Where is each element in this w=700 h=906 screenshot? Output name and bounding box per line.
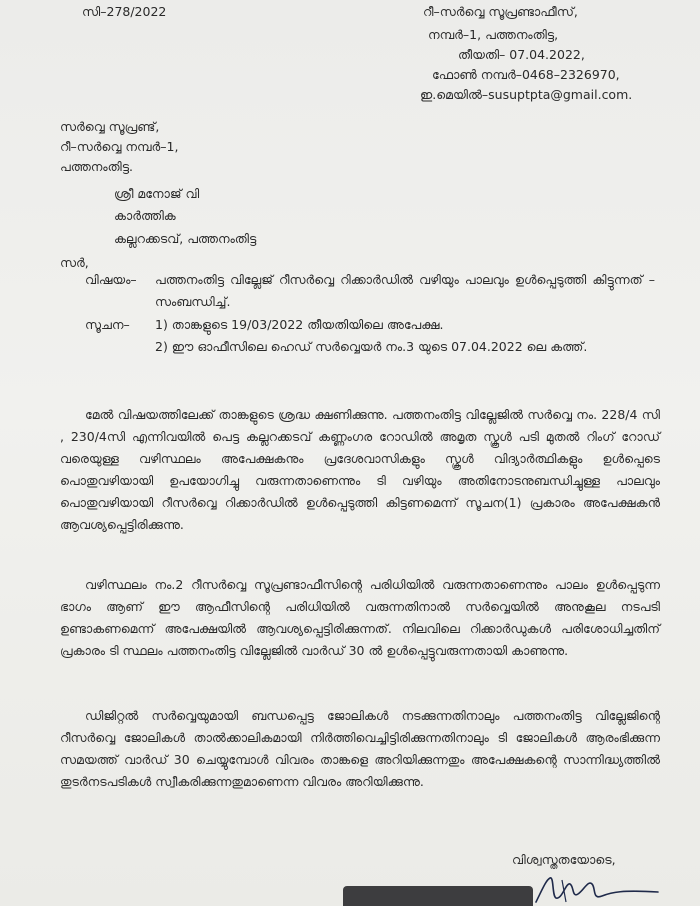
reference-item-1: 1) താങ്കളുടെ 19/03/2022 തീയതിയിലെ അപേക്ഷ. [155,317,444,332]
body-paragraph-3: ഡിജിറ്റൽ സർവ്വെയുമായി ബന്ധപ്പെട്ട ജോലികൾ നടക്കുന്നതിനാലും പത്തനംതിട്ട വില്ലേജിന്റെ റീസർവ്വെ ജോലികൾ താൽക്കാലികമായി നിർത്തിവെച്ചിട്ടിരിക്കുന്നതിനാലും ടി ജോലികൾ ആരംഭിക്കുന്ന സമയത്ത് വാർഡ് 30 ചെയ്യുമ്പോൾ വിവരം താങ്കളെ അറിയിക്കുന്നതും അപേക്ഷകന്റെ സാന്നിദ്ധ്യത്തിൽ തുടർനടപടികൾ സ്വീകരിക്കുന്നതുമാണെന്ന വിവരം അറിയിക്കുന്നു. [60,708,660,789]
office-name: റീ–സർവ്വെ സൂപ്രണ്ടാഫീസ്, [423,4,578,19]
recipient-house: കാർത്തിക [114,208,176,223]
reference-item-2: 2) ഈ ഓഫീസിലെ ഹെഡ് സർവ്വെയർ നം.3 യുടെ 07.04.2022 ലെ കത്ത്. [155,339,588,354]
subject-label: വിഷയം– [85,272,137,287]
office-address: നമ്പർ–1, പത്തനംതിട്ട, [428,27,559,42]
sender-office: റീ–സർവ്വെ നമ്പർ–1, [60,139,179,154]
sender-title: സർവ്വെ സൂപ്രണ്ട്, [60,119,160,134]
letter-date: തീയതി– 07.04.2022, [458,47,585,62]
salutation: സർ, [60,255,89,270]
reference-list [155,314,655,358]
office-phone: ഫോൺ നമ്പർ–0468–2326970, [432,67,620,82]
sender-place: പത്തനംതിട്ട. [60,159,134,174]
scan-edge-bar [343,886,533,906]
recipient-name: ശ്രീ മനോജ് വി [114,186,200,201]
closing-phrase: വിശ്വസ്തതയോടെ, [512,852,616,867]
signature-icon [532,872,662,906]
subject-text: പത്തനംതിട്ട വില്ലേജ് റീസർവ്വെ റിക്കാർഡിൽ വഴിയും പാലവും ഉൾപ്പെടുത്തി കിട്ടുന്നത് – സംബന്ധിച്ച്. [155,272,655,309]
office-email: ഇ.മെയിൽ–susuptpta@gmail.com. [420,87,633,102]
body-paragraph-1: മേൽ വിഷയത്തിലേക്ക് താങ്കളുടെ ശ്രദ്ധ ക്ഷണിക്കുന്നു. പത്തനംതിട്ട വില്ലേജിൽ സർവ്വെ നം. 228/4 സി , 230/4സി എന്നിവയിൽ പെട്ട കല്ലറക്കടവ് കണ്ണംഗര റോഡിൽ അമൃത സ്കൂൾ പടി മുതൽ റിംഗ് റോഡ് വരെയുള്ള വഴിസ്ഥലം അപേക്ഷകനും പ്രദേശവാസികളും സ്കൂൾ വിദ്യാർത്ഥികളും ഉൾപ്പെടെ പൊതുവഴിയായി ഉപയോഗിച്ചു വരുന്നതാണെന്നും ടി വഴിയും അതിനോടനുബന്ധിച്ചുള്ള പാലവും പൊതുവഴിയായി റീസർവ്വെ റിക്കാർഡിൽ ഉൾപ്പെടുത്തി കിട്ടണമെന്ന് സൂചന(1) പ്രകാരം അപേക്ഷകൻ ആവശ്യപ്പെട്ടിരിക്കുന്നു. [60,407,660,532]
body-paragraph-2: വഴിസ്ഥലം നം.2 റീസർവ്വെ സൂപ്രണ്ടാഫീസിന്റെ പരിധിയിൽ വരുന്നതാണെന്നും പാലം ഉൾപ്പെടുന്ന ഭാഗം ആണ് ഈ ആഫീസിന്റെ പരിധിയിൽ വരുന്നതിനാൽ സർവ്വെയിൽ അനുകൂല നടപടി ഉണ്ടാകണമെന്ന് അപേക്ഷയിൽ ആവശ്യപ്പെട്ടിരിക്കുന്നത്. നിലവിലെ റിക്കാർഡുകൾ പരിശോധിച്ചതിന് പ്രകാരം ടി സ്ഥലം പത്തനംതിട്ട വില്ലേജിൽ വാർഡ് 30 ൽ ഉൾപ്പെട്ടുവരുന്നതായി കാണുന്നു. [60,577,660,658]
reference-number: സി–278/2022 [82,4,167,19]
recipient-address: കല്ലറക്കടവ്, പത്തനംതിട്ട [114,231,257,246]
reference-label: സൂചന– [85,317,130,332]
